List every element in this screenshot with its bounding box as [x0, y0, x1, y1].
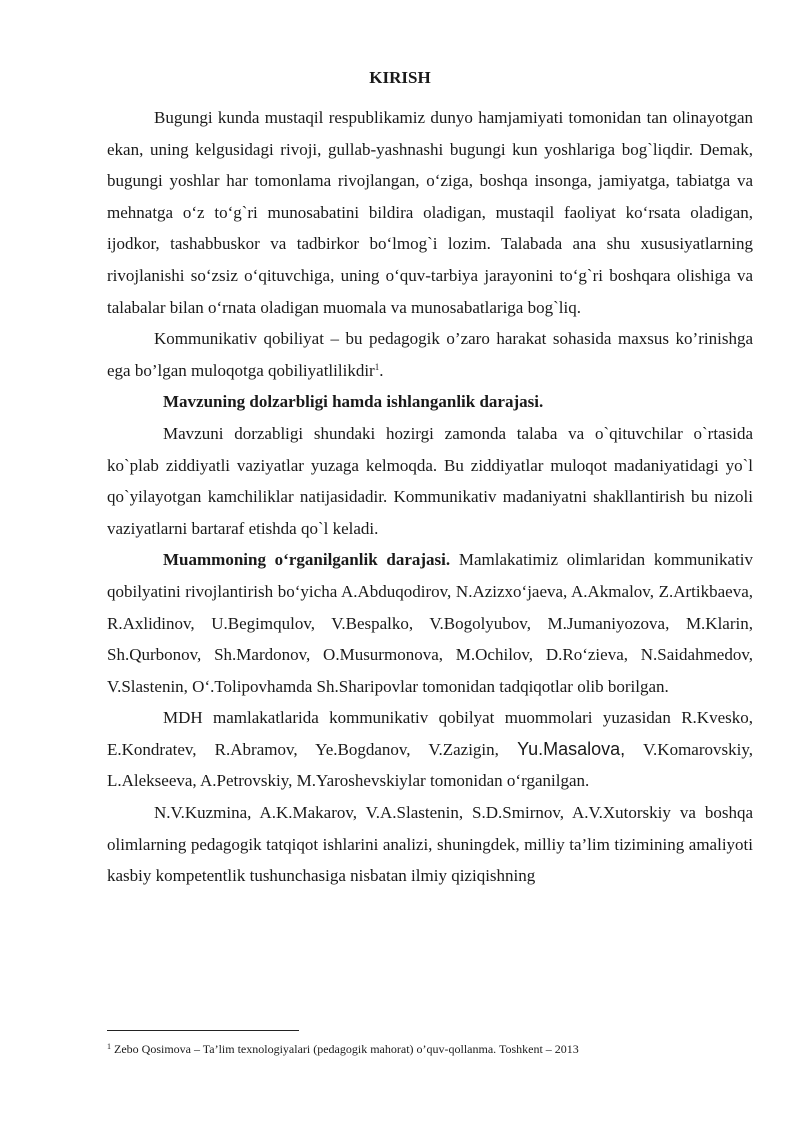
footnote-separator	[107, 1030, 299, 1031]
cis-text-before: MDH mamlakatlarida kommunikativ qobilyat muommolari yuzasidan R.Kvesko, E.Kondratev, R.Abramov, Ye.Bogdanov, V.Zazigin,	[107, 708, 753, 759]
relevance-heading: Mavzuning dolzarbligi hamda ishlanganlik darajasi.	[163, 392, 544, 412]
relevance-paragraph: Mavzuni dorzabligi shundaki hozirgi zamonda talaba va o`qituvchilar o`rtasida ko`plab ziddiyatli vaziyatlar yuzaga kelmoqda. Bu ziddiyatlar muloqot madaniyatidagi yo`l qo`yilayotgan kamchiliklar natijasidadir. Kommunikativ madaniyatni shakllantirish bu nizoli vaziyatlarni bartaraf etishda qo`l keladi.	[107, 423, 753, 538]
study-heading: Muammoning o‘rganilganlik darajasi.	[163, 550, 451, 570]
cis-name-highlight: Yu.Masalova,	[517, 738, 626, 759]
analysis-paragraph: N.V.Kuzmina, A.K.Makarov, V.A.Slastenin, S.D.Smirnov, A.V.Xutorskiy va boshqa olimlarning pedagogik tatqiqot ishlarini analizi, shuningdek, milliy ta’lim tizimining amaliyoti kasbiy kompetentlik tushunchasiga nisbatan ilmiy qiziqishning	[107, 803, 753, 886]
cis-text-after: V.Komarovskiy, L.Alekseeva, A.Petrovskiy, M.Yaroshevskiylar tomonidan o‘rganilgan.	[107, 739, 753, 791]
document-body	[107, 102, 753, 892]
intro-paragraph: Bugungi kunda mustaqil respublikamiz dunyo hamjamiyati tomonidan tan olinayotgan ekan, uning kelgusidagi rivoji, gullab-yashnashi bugungi kun yoshlariga bog`liqdir. Demak, bugungi yoshlar har tomonlama rivojlangan, o‘ziga, boshqa insonga, jamiyatga, tabiatga va mehnatga o‘z to‘g`ri munosabatini bildira oladigan, mustaqil faoliyat ko‘rsata oladigan, ijodkor, tashabbuskor va tadbirkor bo‘lmog`i lozim. Talabada ana shu xususiyatlarning rivojlanishi so‘zsiz o‘qituvchiga, uning o‘quv-tarbiya jarayonini to‘g`ri boshqara olishiga va talabalar bilan o‘rnata oladigan muomala va munosabatlariga bog`liq.	[107, 108, 753, 317]
footnote	[107, 1041, 753, 1057]
definition-paragraph	[107, 323, 753, 386]
footnote-text: Zebo Qosimova – Ta’lim texnologiyalari (pedagogik mahorat) o’quv-qollanma. Toshkent – 2013	[114, 1042, 579, 1056]
document-title: KIRISH	[369, 68, 431, 87]
definition-text: Kommunikativ qobiliyat – bu pedagogik o’zaro harakat sohasida maxsus ko’rinishga ega bo’lgan muloqotga qobiliyatlilikdir	[107, 329, 753, 380]
footnote-number: 1	[107, 1042, 111, 1051]
footnote-reference[interactable]: 1	[374, 361, 380, 372]
study-paragraph	[107, 544, 753, 702]
definition-end: .	[379, 360, 384, 380]
cis-paragraph	[107, 702, 753, 797]
study-text: Mamlakatimiz olimlaridan kommunikativ qobilyatini rivojlantirish bo‘yicha A.Abduqodirov, N.Azizxo‘jaeva, A.Akmalov, Z.Artikbaeva, R.Axlidinov, U.Begimqulov, V.Bespalko, V.Bogolyubov, M.Jumaniyozova, M.Klarin, Sh.Qurbonov, Sh.Mardonov, O.Musurmonova, M.Ochilov, D.Ro‘zieva, N.Saidahmedov, V.Slastenin, O‘.Tolipovhamda Sh.Sharipovlar tomonidan tadqiqotlar olib borilgan.	[107, 550, 754, 696]
